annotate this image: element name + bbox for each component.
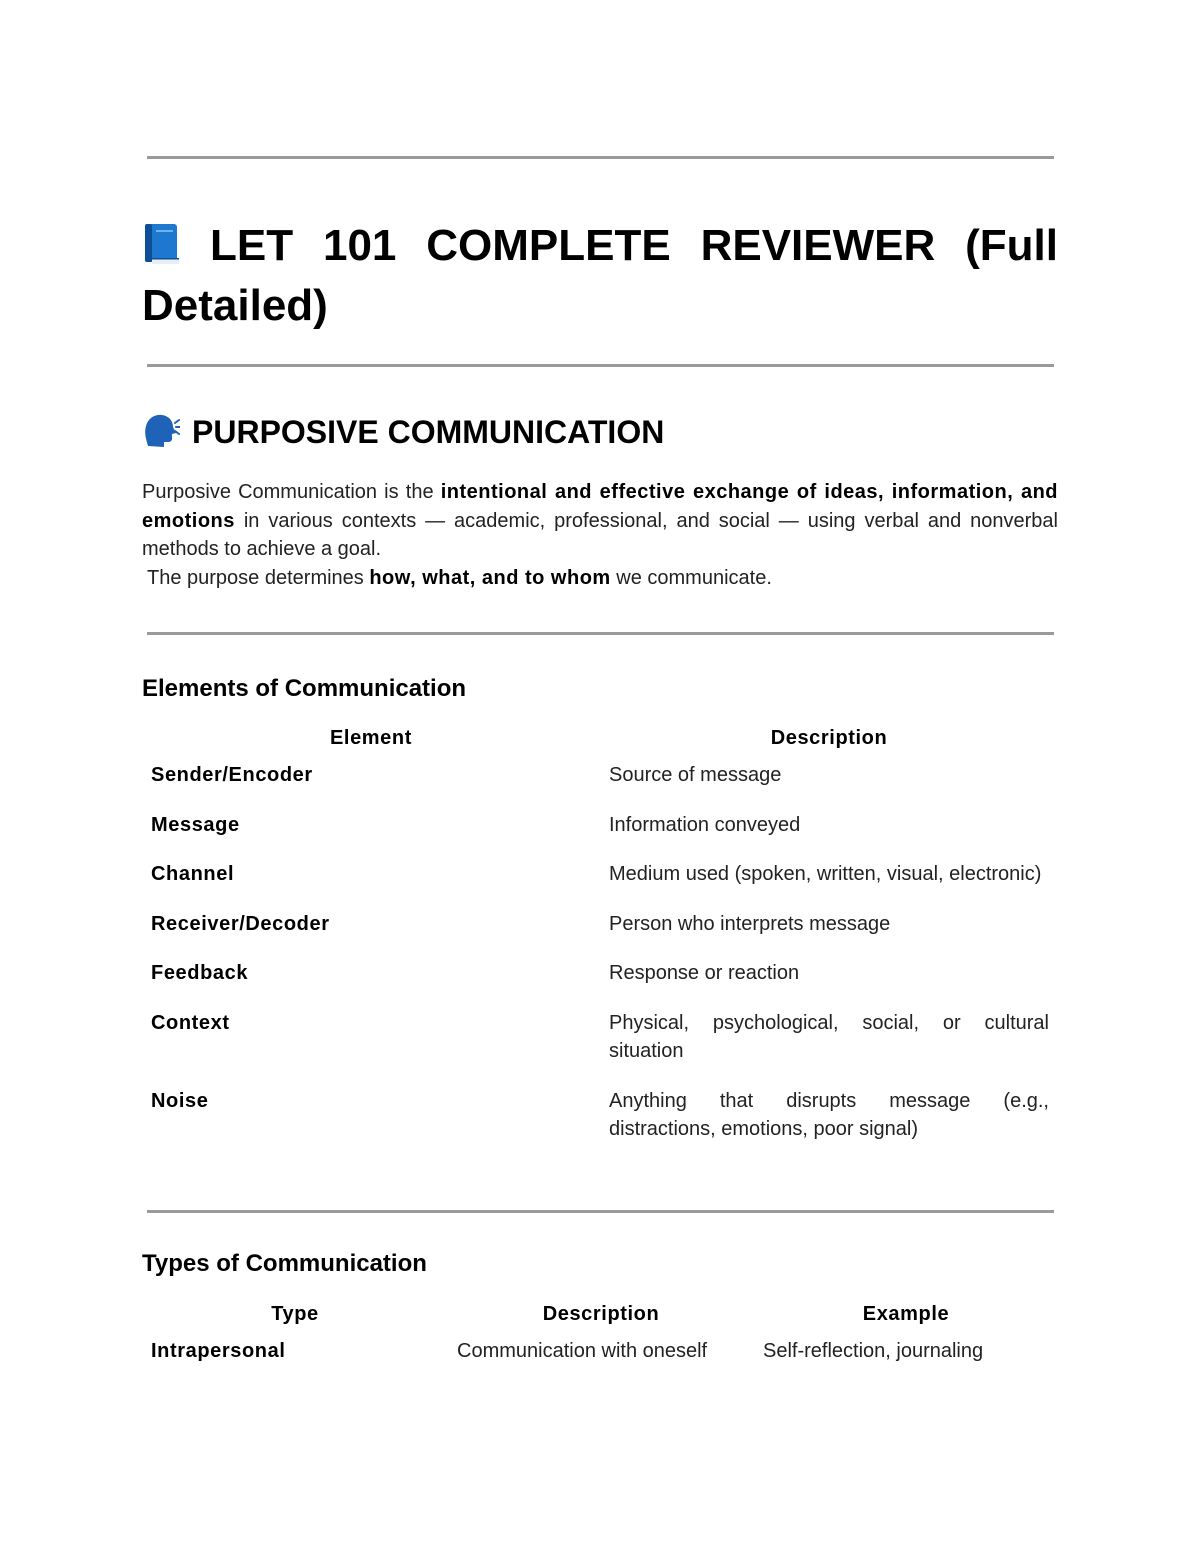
horizontal-rule [147, 156, 1054, 159]
element-cell: Sender/Encoder [151, 764, 313, 786]
intro-emphasis: how, what, and to whom [369, 566, 611, 589]
types-heading: Types of Communication [142, 1250, 427, 1277]
intro-emphasis: intentional and effective exchange of ideas, information, and emotions [142, 481, 1058, 532]
intro-text: in various contexts — academic, professional, and social — using verbal and nonverbal methods to achieve a goal. [142, 509, 1058, 560]
table-row [142, 761, 1058, 811]
column-header: Description [542, 1302, 660, 1325]
horizontal-rule [147, 1210, 1054, 1213]
element-cell: Noise [151, 1089, 209, 1112]
intro-paragraph [142, 478, 1058, 592]
element-cell: Channel [151, 863, 235, 885]
table-row [142, 1337, 1058, 1387]
column-header: Example [862, 1302, 950, 1325]
column-header: Description [770, 726, 888, 749]
blue-book-icon [142, 222, 182, 266]
column-header: Type [271, 1302, 319, 1325]
description-cell: Source of message [609, 764, 782, 786]
elements-heading: Elements of Communication [142, 675, 467, 702]
intro-text: Purposive Communication is the [142, 481, 441, 503]
element-cell: Context [151, 1011, 230, 1034]
table-row [142, 1009, 1058, 1087]
element-cell: Message [151, 813, 240, 836]
description-cell: Anything that disrupts message (e.g., distractions, emotions, poor signal) [609, 1089, 1049, 1140]
description-cell: Communication with oneself [457, 1340, 708, 1362]
section-title [142, 410, 664, 454]
table-header-row [142, 715, 1058, 761]
types-table [142, 1291, 1058, 1387]
description-cell: Physical, psychological, social, or cultural situation [609, 1011, 1049, 1062]
intro-text: we communicate. [610, 566, 772, 589]
type-cell: Intrapersonal [151, 1340, 286, 1362]
table-row [142, 1087, 1058, 1165]
table-row [142, 910, 1058, 960]
element-cell: Receiver/Decoder [151, 912, 330, 935]
description-cell: Response or reaction [609, 962, 800, 984]
document-title [142, 216, 1058, 336]
table-header-row [142, 1291, 1058, 1337]
table-row [142, 860, 1058, 910]
intro-text: The purpose determines [147, 566, 370, 589]
column-header: Element [329, 726, 412, 749]
horizontal-rule [147, 364, 1054, 367]
description-cell: Information conveyed [609, 813, 801, 836]
example-cell: Self-reflection, journaling [763, 1340, 984, 1362]
element-cell: Feedback [151, 962, 249, 984]
table-row [142, 959, 1058, 1009]
section-title-text: PURPOSIVE COMMUNICATION [192, 414, 665, 450]
speaking-head-icon [142, 413, 180, 449]
description-cell: Person who interprets message [609, 912, 891, 935]
horizontal-rule [147, 632, 1054, 635]
document-title-text: LET 101 COMPLETE REVIEWER (Full Detailed) [142, 221, 1058, 330]
description-cell: Medium used (spoken, written, visual, electronic) [609, 863, 1042, 885]
table-row [142, 811, 1058, 861]
elements-table [142, 715, 1058, 1165]
